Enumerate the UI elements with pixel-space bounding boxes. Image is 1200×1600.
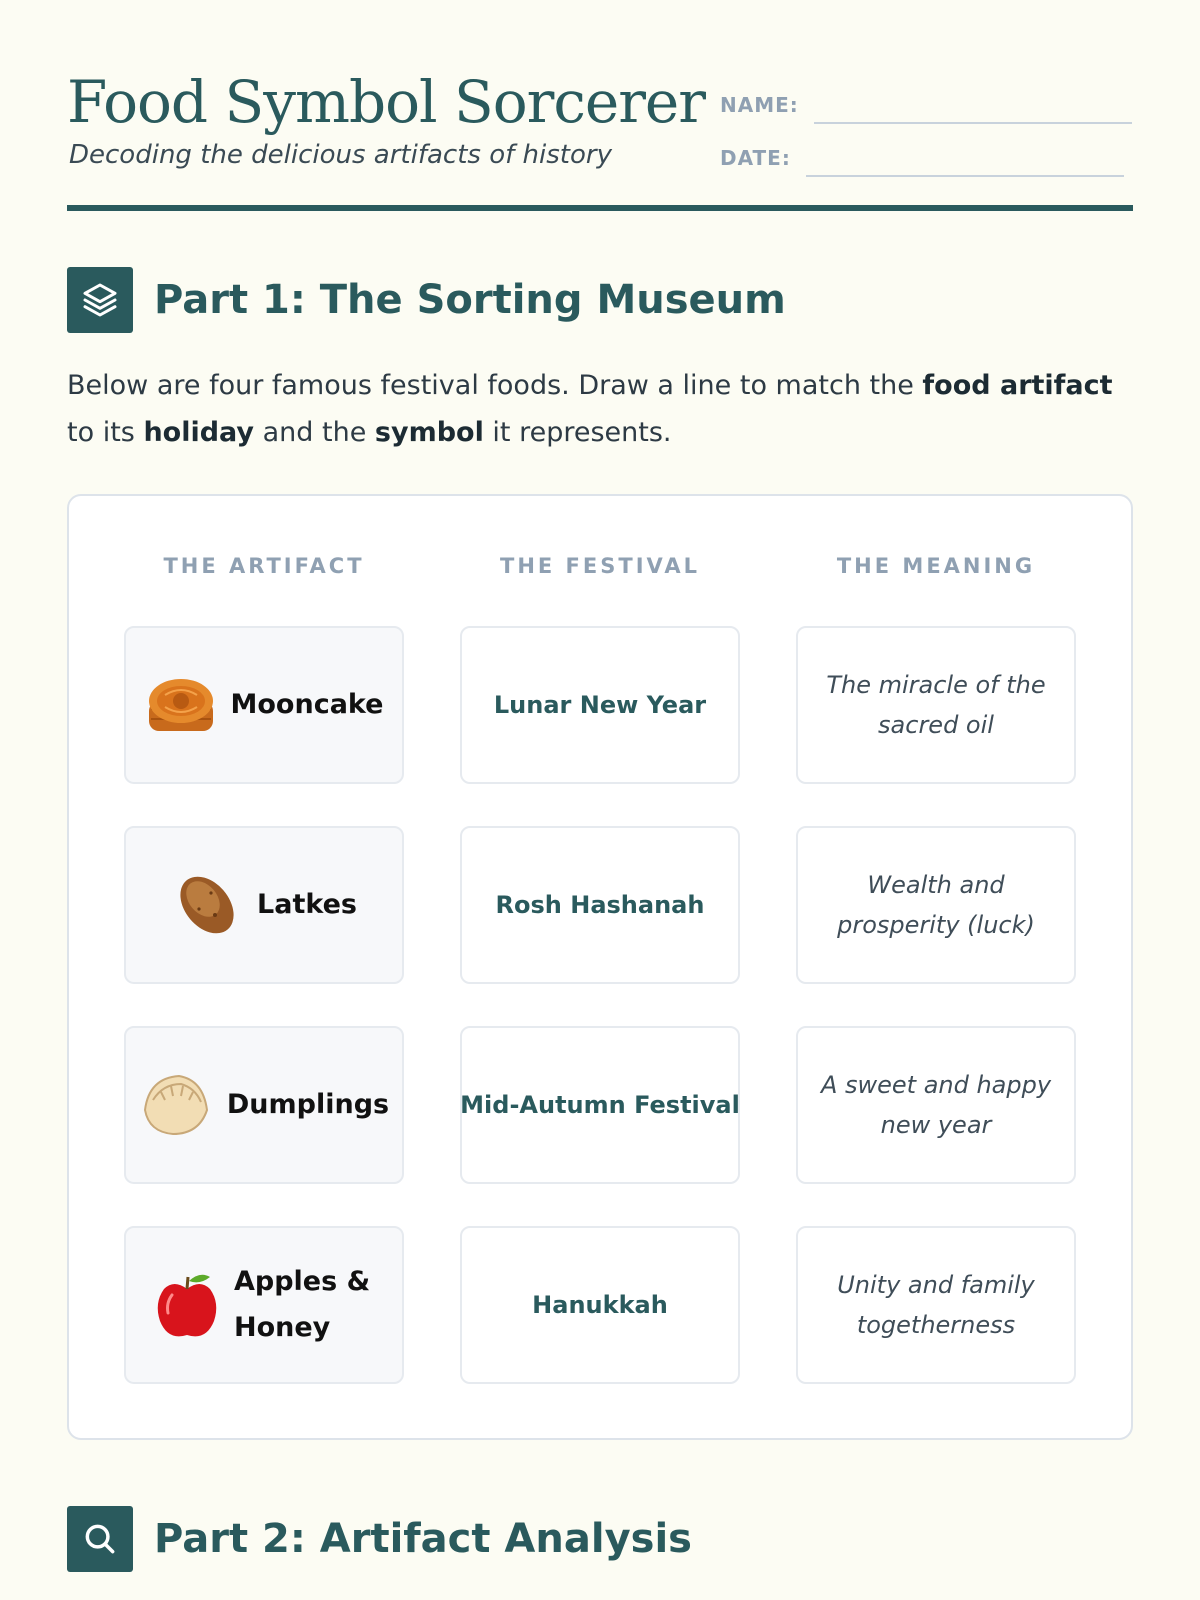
potato-icon: [171, 869, 243, 941]
artifact-card-dumplings[interactable]: [124, 1026, 404, 1184]
layers-icon: [67, 267, 133, 333]
festival-label: Hanukkah: [532, 1291, 668, 1319]
meaning-card-4[interactable]: [796, 1226, 1076, 1384]
part1-heading: [67, 267, 786, 333]
meaning-card-2[interactable]: [796, 826, 1076, 984]
search-icon: [67, 1506, 133, 1572]
matching-card: [67, 494, 1133, 1440]
date-label: DATE:: [720, 146, 791, 170]
worksheet-subtitle: Decoding the delicious artifacts of history: [69, 140, 612, 170]
worksheet-header: [67, 62, 1133, 212]
meaning-card-3[interactable]: [796, 1026, 1076, 1184]
meaning-label: A sweet and happy new year: [820, 1071, 1052, 1139]
meaning-label: The miracle of the sacred oil: [826, 671, 1046, 739]
intro-text: to its: [67, 417, 144, 448]
intro-bold-food-artifact: food artifact: [922, 370, 1113, 401]
header-divider: [67, 205, 1133, 211]
artifact-label: Apples & Honey: [234, 1266, 371, 1343]
festival-label: Mid-Autumn Festival: [460, 1091, 740, 1119]
mooncake-icon: [145, 671, 217, 739]
part1-title: Part 1: The Sorting Museum: [154, 277, 786, 323]
intro-bold-symbol: symbol: [374, 417, 484, 448]
intro-text: it represents.: [483, 417, 672, 448]
column-header-artifact: THE ARTIFACT: [163, 554, 365, 578]
artifact-label: Mooncake: [230, 689, 384, 720]
intro-bold-holiday: holiday: [143, 417, 255, 448]
part2-heading: [67, 1506, 692, 1572]
date-field[interactable]: [806, 175, 1124, 177]
name-label: NAME:: [720, 93, 799, 117]
meaning-label: Unity and family togetherness: [837, 1271, 1035, 1339]
festival-card-4[interactable]: [460, 1226, 740, 1384]
meaning-label: Wealth and prosperity (luck): [837, 871, 1035, 939]
intro-text: and the: [254, 417, 375, 448]
worksheet-title: Food Symbol Sorcerer: [67, 68, 705, 136]
part2-title: Part 2: Artifact Analysis: [154, 1516, 692, 1562]
artifact-card-mooncake[interactable]: [124, 626, 404, 784]
artifact-card-apples-honey[interactable]: [124, 1226, 404, 1384]
artifact-card-latkes[interactable]: [124, 826, 404, 984]
artifact-label: Latkes: [257, 889, 357, 920]
dumpling-icon: [139, 1070, 213, 1140]
column-header-festival: THE FESTIVAL: [500, 554, 700, 578]
column-header-meaning: THE MEANING: [836, 554, 1036, 578]
festival-card-3[interactable]: [460, 1026, 740, 1184]
festival-card-1[interactable]: [460, 626, 740, 784]
part1-instructions: [67, 362, 1133, 456]
apple-icon: [154, 1269, 220, 1341]
artifact-label: Dumplings: [226, 1089, 390, 1120]
intro-text: Below are four famous festival foods. Draw a line to match the: [67, 370, 923, 401]
name-field[interactable]: [814, 122, 1132, 124]
meaning-card-1[interactable]: [796, 626, 1076, 784]
festival-card-2[interactable]: [460, 826, 740, 984]
festival-label: Lunar New Year: [493, 691, 707, 719]
festival-label: Rosh Hashanah: [495, 891, 705, 919]
